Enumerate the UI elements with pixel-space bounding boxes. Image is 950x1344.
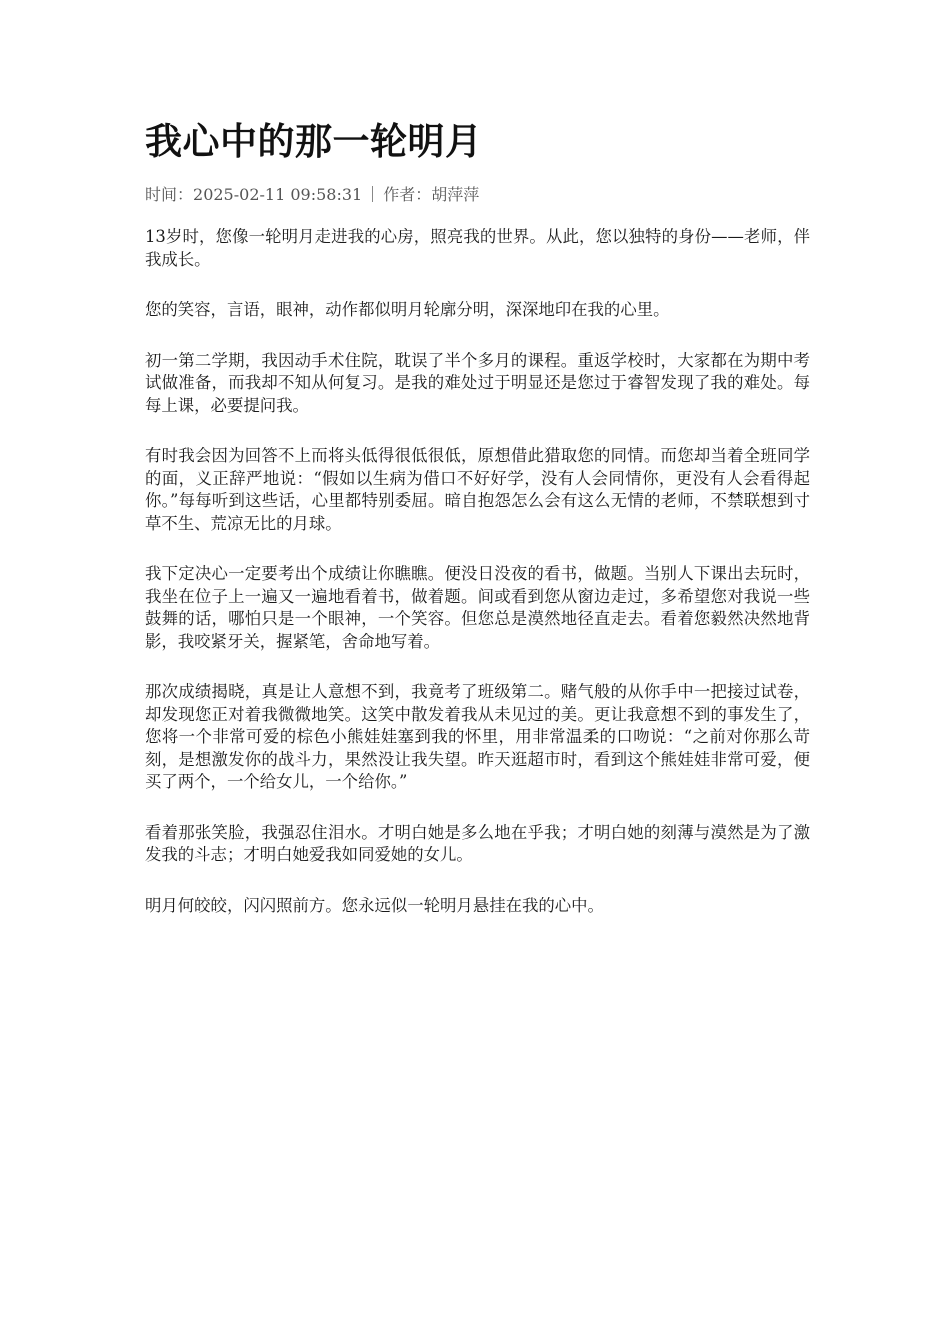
article-meta xyxy=(145,184,810,206)
time-value: 2025-02-11 09:58:31 xyxy=(193,185,363,204)
article-title: 我心中的那一轮明月 xyxy=(145,119,483,163)
paragraph: 有时我会因为回答不上而将头低得很低很低，原想借此猎取您的同情。而您却当着全班同学的面，义正辞严地说：“假如以生病为借口不好好学，没有人会同情你，更没有人会看得起你。”每每听到这些话，心里都特别委屈。暗自抱怨怎么会有这么无情的老师，不禁联想到寸草不生、荒凉无比的月球。 xyxy=(145,446,810,533)
article xyxy=(145,118,810,945)
paragraph: 您的笑容，言语，眼神，动作都似明月轮廓分明，深深地印在我的心里。 xyxy=(145,300,670,319)
paragraph: 那次成绩揭晓，真是让人意想不到，我竟考了班级第二。赌气般的从你手中一把接过试卷，却发现您正对着我微微地笑。这笑中散发着我从未见过的美。更让我意想不到的事发生了，您将一个非常可爱的棕色小熊娃娃塞到我的怀里，用非常温柔的口吻说：“之前对你那么苛刻，是想激发你的战斗力，果然没让我失望。昨天逛超市时，看到这个熊娃娃非常可爱，便买了两个，一个给女儿，一个给你。” xyxy=(145,682,810,791)
paragraph: 13岁时，您像一轮明月走进我的心房，照亮我的世界。从此，您以独特的身份——老师，伴我成长。 xyxy=(145,227,810,269)
paragraph: 明月何皎皎，闪闪照前方。您永远似一轮明月悬挂在我的心中。 xyxy=(145,895,604,915)
meta-divider xyxy=(372,186,373,202)
article-body xyxy=(145,226,810,917)
paragraph: 我下定决心一定要考出个成绩让你瞧瞧。便没日没夜的看书，做题。当别人下课出去玩时，我坐在位子上一遍又一遍地看着书，做着题。间或看到您从窗边走过，多希望您对我说一些鼓舞的话，哪怕只是一个眼神，一个笑容。但您总是漠然地径直走去。看着您毅然决然地背影，我咬紧牙关，握紧笔，舍命地写着。 xyxy=(145,564,810,651)
time-label: 时间： xyxy=(145,185,194,204)
author-label: 作者： xyxy=(383,185,432,204)
paragraph: 看着那张笑脸，我强忍住泪水。才明白她是多么地在乎我；才明白她的刻薄与漠然是为了激发我的斗志；才明白她爱我如同爱她的女儿。 xyxy=(145,822,810,864)
author-value: 胡萍萍 xyxy=(431,185,480,204)
paragraph: 初一第二学期，我因动手术住院，耽误了半个多月的课程。重返学校时，大家都在为期中考试做准备，而我却不知从何复习。是我的难处过于明显还是您过于睿智发现了我的难处。每每上课，必要提问我。 xyxy=(145,350,810,415)
